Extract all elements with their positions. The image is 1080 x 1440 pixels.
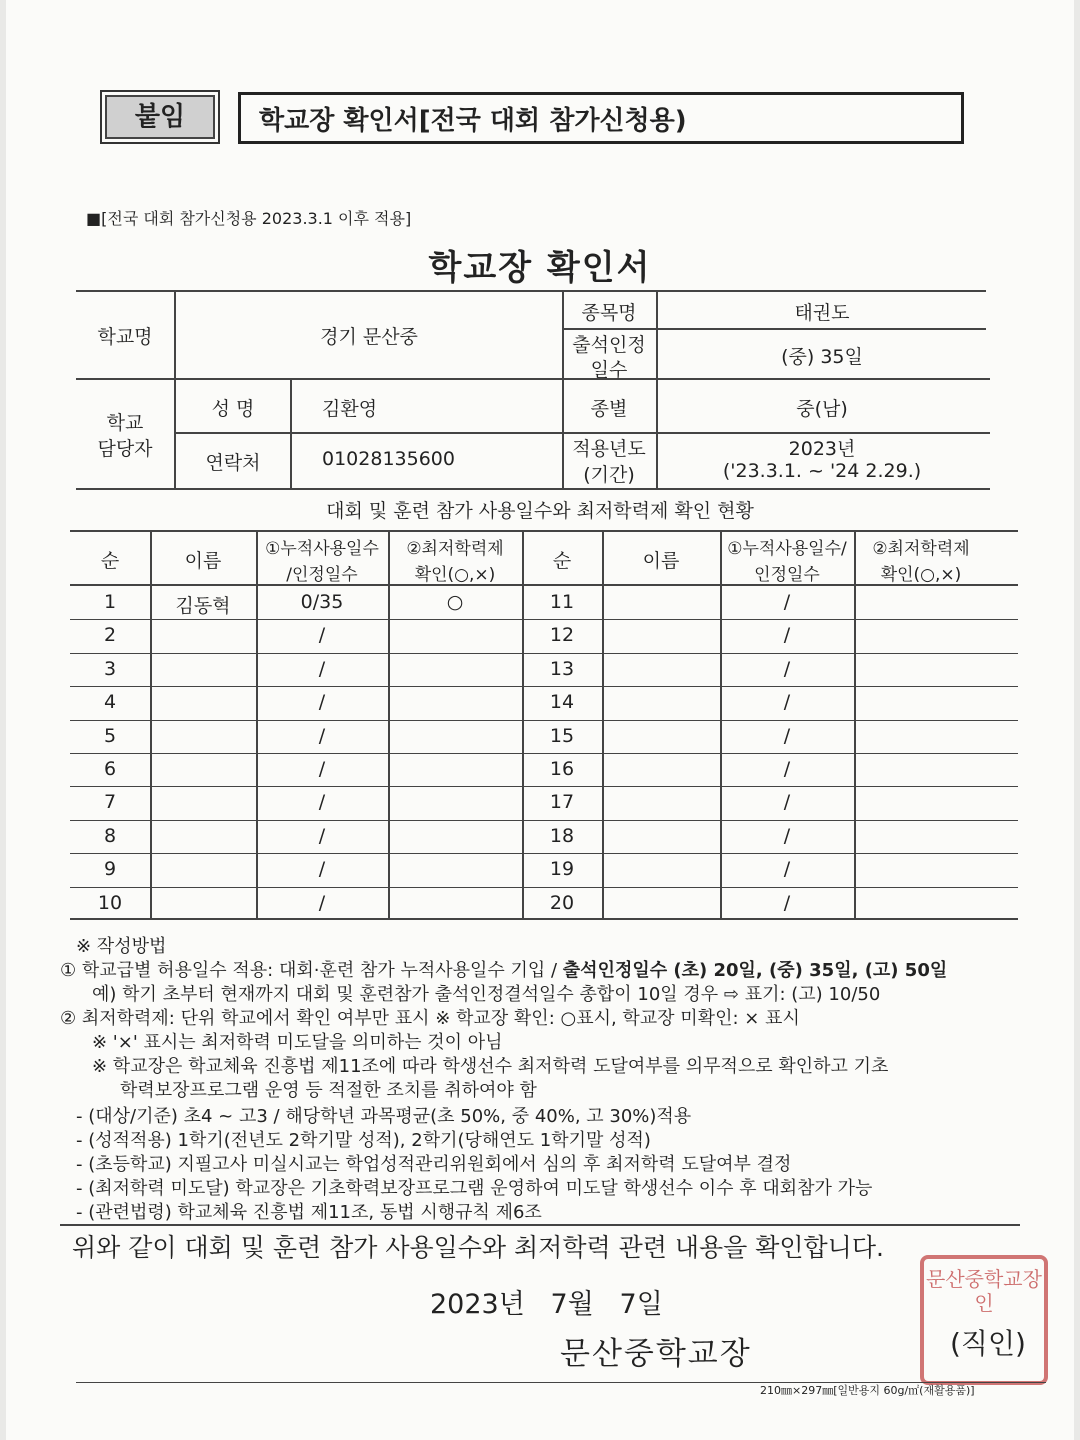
instruction-text: ① 학교급별 허용일수 적용: 대회·훈련 참가 누적사용일수 기입 / (60, 960, 563, 981)
table-cell-no: 9 (103, 858, 117, 881)
sport-value: 태권도 (794, 302, 850, 324)
table-border-bottom (70, 918, 1018, 920)
table-cell-no: 12 (549, 624, 575, 647)
table-cell-no: 10 (97, 891, 123, 914)
name-value: 김환영 (322, 398, 378, 420)
instruction-line: - (성적적용) 1학기(전년도 2학기말 성적), 2학기(당해연도 1학기말 성적) (76, 1130, 651, 1151)
instruction-emphasis: 출석인정일수 (초) 20일, (중) 35일, (고) 50일 (562, 960, 948, 981)
name-label: 성 명 (211, 398, 255, 420)
table-cell-days: / (318, 657, 326, 680)
row-divider (70, 786, 1018, 787)
row-divider (70, 720, 1018, 721)
row-divider (70, 853, 1018, 854)
days-label: 출석인정 (572, 334, 646, 356)
table-line (602, 530, 604, 920)
info-border-top (76, 290, 986, 292)
table-line (854, 530, 856, 920)
header-check: ②최저학력제 (406, 539, 504, 559)
info-border-bottom (76, 488, 990, 490)
table-cell-days: / (783, 791, 791, 814)
row-divider (70, 820, 1018, 821)
header-name: 이름 (184, 550, 222, 572)
attachment-tag: 붙임 (100, 90, 220, 144)
header-days-2: /인정일수 (286, 565, 358, 585)
header-days: ①누적사용일수 (265, 539, 379, 559)
instruction-line (60, 956, 947, 982)
instruction-line: - (대상/기준) 초4 ~ 고3 / 해당학년 과목평균(초 50%, 중 40%, 고 30%)적용 (76, 1106, 692, 1127)
table-cell-days: / (783, 624, 791, 647)
year-period: ('23.3.1. ~ '24 2.29.) (722, 460, 922, 482)
table-cell-no: 11 (549, 591, 575, 613)
seal-text: 문산중학교장인 (926, 1267, 1042, 1315)
table-cell-days: / (783, 891, 791, 914)
year-label-2: (기간) (583, 464, 635, 486)
table-cell-no: 14 (549, 691, 575, 714)
table-cell-no: 5 (103, 724, 117, 747)
table-cell-days: / (783, 858, 791, 881)
instruction-line: - (관련법령) 학교체육 진흥법 제11조, 동법 시행규칙 제6조 (76, 1202, 542, 1223)
contact-label: 연락처 (205, 452, 261, 474)
application-note: ■[전국 대회 참가신청용 2023.3.1 이후 적용] (86, 209, 412, 228)
table-caption: 대회 및 훈련 참가 사용일수와 최저학력제 확인 현황 (326, 500, 754, 522)
table-cell-no: 8 (103, 824, 117, 847)
table-cell-days: / (318, 891, 326, 914)
table-cell-no: 13 (549, 657, 575, 680)
school-label: 학교명 (97, 326, 153, 348)
table-line (150, 530, 152, 920)
year-label: 적용년도 (572, 438, 646, 460)
gender-label: 종별 (590, 398, 628, 420)
table-cell-days: / (783, 657, 791, 680)
instruction-line: - (최저학력 미도달) 학교장은 기초학력보장프로그램 운영하여 미도달 학생선수 이수 후 대회참가 가능 (76, 1178, 873, 1199)
row-divider (70, 619, 1018, 620)
header-no: 순 (100, 550, 120, 572)
signing-date: 2023년 7월 7일 (430, 1289, 663, 1320)
row-divider (70, 753, 1018, 754)
table-cell-no: 7 (103, 791, 117, 814)
table-cell-no: 2 (103, 624, 117, 647)
days-label-2: 일수 (590, 359, 628, 381)
header-no-right: 순 (552, 550, 572, 572)
sport-label: 종목명 (581, 302, 637, 324)
gender-value: 중(남) (796, 398, 848, 420)
days-value: (중) 35일 (781, 346, 863, 368)
header-days-right: ①누적사용일수/ (727, 539, 847, 559)
official-seal (920, 1255, 1048, 1385)
table-cell-no: 20 (549, 891, 575, 914)
table-line (388, 530, 390, 920)
table-cell-name: 김동혁 (175, 595, 231, 617)
table-border-top (70, 530, 1018, 532)
table-cell-no: 15 (549, 724, 575, 747)
instruction-line: ※ 학교장은 학교체육 진흥법 제11조에 따라 학생선수 최저학력 도달여부를 의무적으로 확인하고 기초 (92, 1056, 889, 1077)
seal-mark: (직인) (950, 1327, 1026, 1360)
document-title: 학교장 확인서 (428, 248, 652, 288)
row-divider (70, 686, 1018, 687)
table-cell-days: / (783, 591, 791, 613)
instruction-line: 학력보장프로그램 운영 등 적절한 조치를 취하여야 함 (120, 1080, 537, 1101)
instruction-line: ※ '×' 표시는 최저학력 미도달을 의미하는 것이 아님 (92, 1032, 503, 1053)
info-line (290, 378, 292, 488)
table-cell-no: 17 (549, 791, 575, 814)
table-cell-no: 6 (103, 758, 117, 780)
table-cell-days: / (318, 758, 326, 780)
separator (60, 1224, 1020, 1226)
row-divider (70, 653, 1018, 654)
principal-signature: 문산중학교장 (560, 1336, 752, 1372)
instructions-heading: ※ 작성방법 (76, 936, 167, 957)
school-value: 경기 문산중 (320, 326, 418, 348)
table-cell-no: 19 (549, 858, 575, 881)
header-check-right: ②최저학력제 (872, 539, 970, 559)
table-cell-no: 18 (549, 824, 575, 847)
table-cell-days: / (318, 858, 326, 881)
table-cell-no: 16 (549, 758, 575, 780)
table-cell-days: / (783, 724, 791, 747)
table-cell-days: / (783, 824, 791, 847)
table-cell-check: ○ (446, 591, 464, 613)
table-cell-no: 4 (103, 691, 117, 714)
paper-spec: 210㎜×297㎜[일반용지 60g/㎡(재활용품)] (760, 1384, 975, 1397)
table-cell-days: 0/35 (300, 591, 344, 613)
table-cell-no: 1 (103, 591, 117, 613)
manager-label: 학교 (106, 412, 144, 434)
table-cell-days: / (783, 758, 791, 780)
header-title: 학교장 확인서[전국 대회 참가신청용) (238, 92, 964, 144)
manager-label-2: 담당자 (97, 438, 153, 460)
header-days-right-2: 인정일수 (754, 565, 820, 585)
header-name-right: 이름 (642, 550, 680, 572)
year-value: 2023년 (788, 438, 856, 460)
table-cell-days: / (318, 824, 326, 847)
header-check-2: 확인(○,×) (414, 565, 496, 585)
info-line (76, 378, 990, 380)
contact-value: 01028135600 (322, 448, 455, 470)
confirmation-statement: 위와 같이 대회 및 훈련 참가 사용일수와 최저학력 관련 내용을 확인합니다. (72, 1233, 884, 1262)
table-cell-days: / (318, 724, 326, 747)
instruction-line: - (초등학교) 지필고사 미실시교는 학업성적관리위원회에서 심의 후 최저학력 도달여부 결정 (76, 1154, 792, 1175)
table-cell-days: / (783, 691, 791, 714)
table-cell-days: / (318, 791, 326, 814)
instruction-line: ② 최저학력제: 단위 학교에서 확인 여부만 표시 ※ 학교장 확인: ○표시, 학교장 미확인: × 표시 (60, 1008, 800, 1029)
table-cell-days: / (318, 691, 326, 714)
table-cell-no: 3 (103, 657, 117, 680)
table-cell-days: / (318, 624, 326, 647)
header-check-right-2: 확인(○,×) (880, 565, 962, 585)
row-divider (70, 887, 1018, 888)
instruction-line: 예) 학기 초부터 현재까지 대회 및 훈련참가 출석인정결석일수 총합이 10일 경우 ⇨ 표기: (고) 10/50 (92, 984, 881, 1005)
